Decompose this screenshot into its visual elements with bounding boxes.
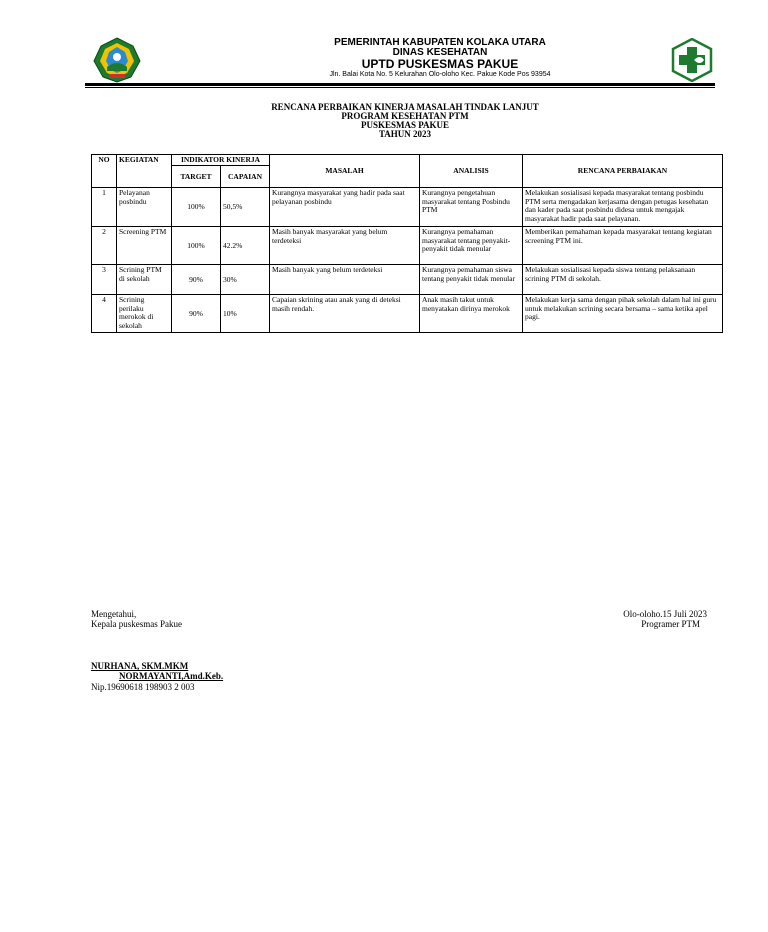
table-row [92,295,723,333]
sig-right-role: Programer PTM [641,619,700,629]
header-masalah: MASALAH [270,155,420,188]
cell-capaian: 42.2% [221,227,270,265]
cell-masalah: Masih banyak masyarakat yang belum terdeteksi [270,227,420,265]
header-analisis: ANALISIS [420,155,523,188]
sig-left-label1: Mengetahui, [91,609,137,619]
cell-rencana: Memberikan pemahaman kepada masyarakat tentang kegiatan screening PTM ini. [523,227,723,265]
cell-kegiatan: Pelayanan posbindu [117,188,172,227]
cell-capaian: 30% [221,265,270,295]
kabupaten-emblem-logo [87,37,147,83]
cell-analisis: Anak masih takut untuk menyatakan dirinya merokok [420,295,523,333]
performance-table [91,154,723,333]
table-row [92,227,723,265]
cell-analisis: Kurangnya pemahaman siswa tentang penyakit tidak menular [420,265,523,295]
sig-right-name: NORMAYANTI,Amd.Keb. [119,671,224,681]
letterhead-unit: UPTD PUSKESMAS PAKUE [361,57,519,71]
letterhead-department: DINAS KESEHATAN [392,47,488,58]
cell-masalah: Kurangnya masyarakat yang hadir pada saat pelayanan posbindu [270,188,420,227]
header-target: TARGET [172,166,221,188]
header-rencana: RENCANA PERBAIAKAN [523,155,723,188]
cell-rencana: Melakukan sosialisasi kepada siswa tentang pelaksanaan scrining PTM di sekolah. [523,265,723,295]
cell-analisis: Kurangnya pemahaman masyarakat tentang penyakit-penyakit tidak menular [420,227,523,265]
doc-title-line2: PROGRAM KESEHATAN PTM [341,111,469,121]
cell-no: 3 [92,265,117,295]
cell-target: 90% [172,265,221,295]
cell-target: 100% [172,227,221,265]
sig-left-name: NURHANA, SKM.MKM [91,661,189,671]
sig-left-nip: Nip.19690618 198903 2 003 [91,682,195,692]
cell-no: 1 [92,188,117,227]
sig-left-label2: Kepala puskesmas Pakue [91,619,182,629]
cell-capaian: 50,5% [221,188,270,227]
header-capaian: CAPAIAN [221,166,270,188]
cell-kegiatan: Scrining PTM di sekolah [117,265,172,295]
header-kegiatan: KEGIATAN [117,155,172,188]
cell-kegiatan: Scrining perilaku merokok di sekolah [117,295,172,333]
table-row [92,188,723,227]
cell-no: 2 [92,227,117,265]
doc-title-line4: TAHUN 2023 [378,129,432,139]
cell-rencana: Melakukan kerja sama dengan pihak sekolah dalam hal ini guru untuk melakukan scrining secara bersama – sama ketika apel pagi. [523,295,723,333]
letterhead-address: Jln. Balai Kota No. 5 Kelurahan Olo-oloho Kec. Pakue Kode Pos 93954 [329,71,551,78]
table-row [92,265,723,295]
letterhead-rule-thick [85,83,715,86]
header-indikator: INDIKATOR KINERJA [172,155,270,166]
puskesmas-logo [670,38,714,82]
cell-target: 90% [172,295,221,333]
doc-title-line1: RENCANA PERBAIKAN KINERJA MASALAH TINDAK LANJUT [271,102,539,112]
header-no: NO [92,155,117,188]
cell-rencana: Melakukan sosialisasi kepada masyarakat tentang posbindu PTM serta mengadakan kerjasama dengan petugas kesehatan dan kader pada saat posbindu didesa untuk mengajak masyarakat hadir pada saat pelayanan. [523,188,723,227]
cell-masalah: Capaian skrining atau anak yang di deteksi masih rendah. [270,295,420,333]
cell-no: 4 [92,295,117,333]
sig-right-place-date: Olo-oloho.15 Juli 2023 [623,609,707,619]
doc-title-line3: PUSKESMAS PAKUE [360,120,450,130]
cell-kegiatan: Screening PTM [117,227,172,265]
letterhead-government: PEMERINTAH KABUPATEN KOLAKA UTARA [334,37,546,48]
letterhead-rule-thin [85,87,715,88]
cell-target: 100% [172,188,221,227]
cell-analisis: Kurangnya pengetahuan masyarakat tentang Posbindu PTM [420,188,523,227]
cell-capaian: 10% [221,295,270,333]
cell-masalah: Masih banyak yang belum terdeteksi [270,265,420,295]
